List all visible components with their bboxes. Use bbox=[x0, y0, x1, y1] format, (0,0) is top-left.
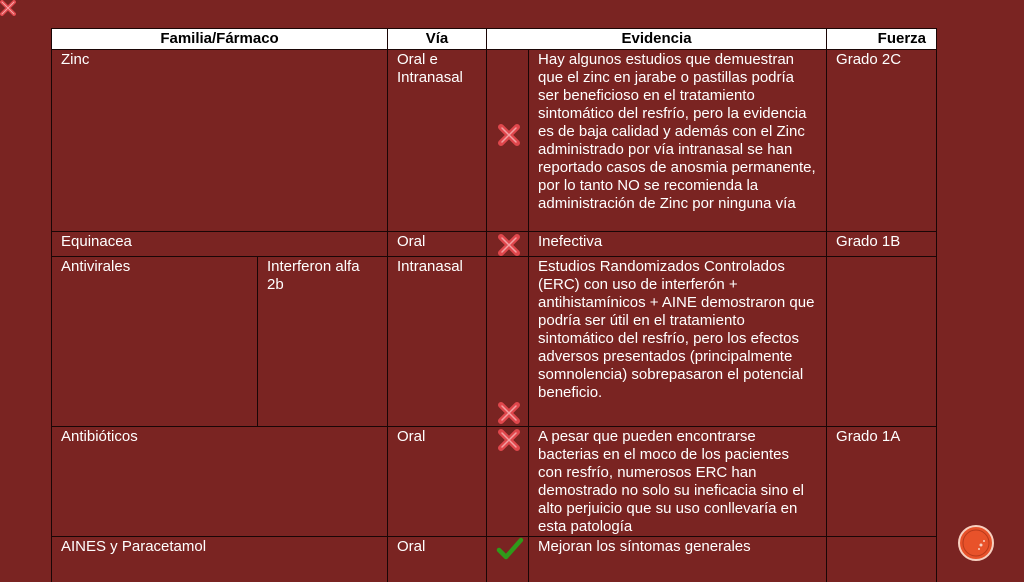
mark-cell bbox=[487, 537, 529, 582]
red-cross-icon bbox=[497, 123, 521, 147]
farmaco-cell: Interferon alfa 2b bbox=[258, 257, 388, 427]
fuerza-cell: Grado 2C bbox=[827, 50, 937, 232]
evidencia-cell: Estudios Randomizados Controlados (ERC) con uso de interferón + antihistamínicos + AINE demostraron que podría ser útil en el tratamiento sintomático del resfrío, pero los efectos adversos presentados (principalmente somnolencia) sobrepasaron el potencial beneficio. bbox=[529, 257, 827, 427]
familia-cell: Zinc bbox=[52, 50, 388, 232]
mark-cell bbox=[487, 50, 529, 232]
header-via: Vía bbox=[388, 29, 487, 50]
red-cross-icon bbox=[497, 401, 521, 425]
green-check-icon bbox=[496, 537, 524, 561]
evidencia-cell: Inefectiva bbox=[529, 232, 827, 257]
via-cell: Intranasal bbox=[388, 257, 487, 427]
red-cross-icon bbox=[497, 233, 521, 257]
fuerza-cell bbox=[827, 537, 937, 582]
via-cell: Oral bbox=[388, 232, 487, 257]
table-row bbox=[52, 50, 937, 232]
header-familia: Familia/Fármaco bbox=[52, 29, 388, 50]
decorative-circle-icon bbox=[957, 524, 995, 562]
header-evidencia: Evidencia bbox=[487, 29, 827, 50]
evidencia-cell: A pesar que pueden encontrarse bacterias en el moco de los pacientes con resfrío, numerosos ERC han demostrado no solo su ineficacia sino el alto perjuicio que su uso conllevaría en esta patología bbox=[529, 427, 827, 537]
table-row bbox=[52, 232, 937, 257]
mark-cell bbox=[487, 232, 529, 257]
via-cell: Oral e Intranasal bbox=[388, 50, 487, 232]
mark-cell bbox=[487, 427, 529, 537]
via-cell: Oral bbox=[388, 537, 487, 582]
red-cross-icon bbox=[497, 428, 521, 452]
header-row bbox=[52, 29, 937, 50]
fuerza-cell bbox=[827, 257, 937, 427]
familia-cell: Antibióticos bbox=[52, 427, 388, 537]
familia-cell: Antivirales bbox=[52, 257, 258, 427]
familia-cell: Equinacea bbox=[52, 232, 388, 257]
table-row bbox=[52, 257, 937, 427]
table-row bbox=[52, 427, 937, 537]
fuerza-cell: Grado 1A bbox=[827, 427, 937, 537]
evidencia-cell: Hay algunos estudios que demuestran que el zinc en jarabe o pastillas podría ser beneficioso en el tratamiento sintomático del resfrío, pero la evidencia es de baja calidad y además con el Zinc administrado por vía intranasal se han reportado casos de anosmia permanente, por lo tanto NO se recomienda la administración de Zinc por ninguna vía bbox=[529, 50, 827, 232]
close-icon[interactable] bbox=[0, 0, 16, 16]
mark-cell bbox=[487, 257, 529, 427]
familia-cell: AINES y Paracetamol bbox=[52, 537, 388, 582]
evidencia-cell: Mejoran los síntomas generales bbox=[529, 537, 827, 582]
via-cell: Oral bbox=[388, 427, 487, 537]
fuerza-cell: Grado 1B bbox=[827, 232, 937, 257]
header-fuerza: Fuerza bbox=[827, 29, 937, 50]
table-row bbox=[52, 537, 937, 582]
evidence-table bbox=[51, 28, 937, 582]
